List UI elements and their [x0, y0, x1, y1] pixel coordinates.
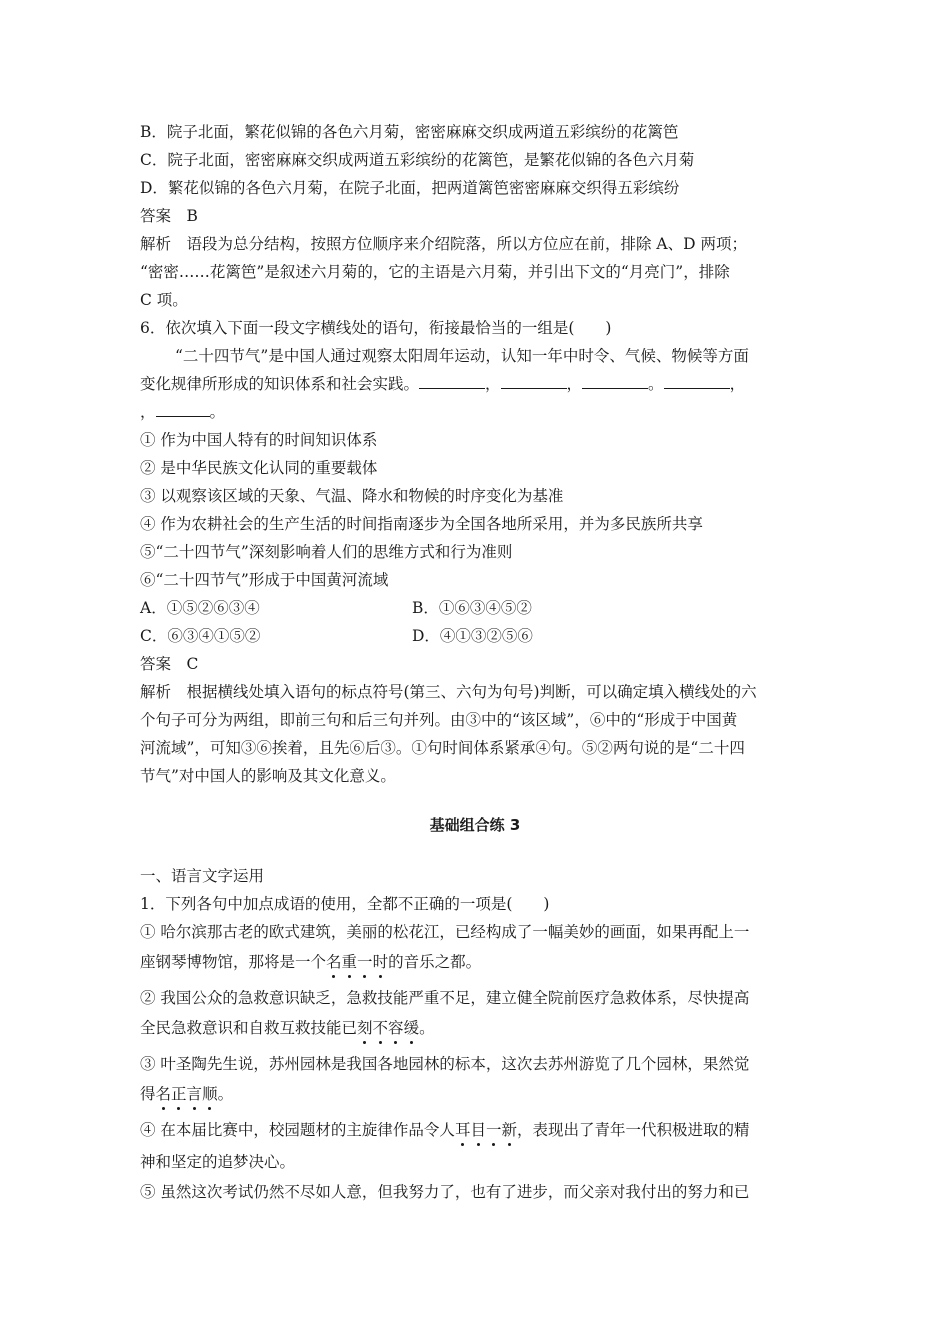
dotted-char: 耳 [454, 1121, 471, 1139]
dotted-idiom [455, 1121, 517, 1139]
explanation-line: 解析 语段为总分结构，按照方位顺序来介绍院落，所以方位应在前，排除 A、D 两项； [140, 235, 747, 253]
answer-line: 答案 B [140, 207, 198, 225]
choice-b: B．①⑥③④⑤② [412, 599, 532, 617]
dotted-char: 重 [341, 953, 358, 971]
passage-line-blanks [140, 374, 820, 394]
item-3-line: ③ 叶圣陶先生说，苏州园林是我国各地园林的标本，这次去苏州游览了几个园林，果然觉 [140, 1055, 750, 1073]
explanation-line: 解析 根据横线处填入语句的标点符号(第三、六句为句号)判断，可以确定填入横线处的六 [140, 683, 757, 701]
fill-blank [501, 374, 567, 389]
item-1-line: ① 哈尔滨那古老的欧式建筑，美丽的松花江，已经构成了一幅美妙的画面，如果再配上一 [140, 923, 750, 941]
dotted-char: 名 [155, 1085, 172, 1103]
option-b-line: B．院子北面，繁花似锦的各色六月菊，密密麻麻交织成两道五彩缤纷的花篱笆 [140, 123, 679, 141]
dotted-char: 言 [186, 1085, 203, 1103]
explanation-line: “密密……花篱笆”是叙述六月菊的，它的主语是六月菊，并引出下文的“月亮门”，排除 [140, 263, 730, 281]
explanation-line: 个句子可分为两组，即前三句和后三句并列。由③中的“该区域”，⑥中的“形成于中国黄 [140, 711, 738, 729]
dotted-idiom [326, 953, 388, 971]
sentence-option-3: ③ 以观察该区域的天象、气温、降水和物候的时序变化为基准 [140, 487, 564, 505]
answer-line: 答案 C [140, 655, 199, 673]
item-text: 。 [419, 1019, 435, 1037]
fill-blank [582, 374, 648, 389]
choice-d: D．④①③②⑤⑥ [412, 627, 533, 645]
explanation-line: C 项。 [140, 291, 188, 309]
punctuation: ， [140, 403, 156, 421]
item-3-line [140, 1084, 820, 1104]
passage-line: “二十四节气”是中国人通过观察太阳周年运动，认知一年中时令、气候、物候等方面 [175, 347, 749, 365]
item-text: 。 [217, 1085, 234, 1103]
sentence-option-6: ⑥“二十四节气”形成于中国黄河流域 [140, 571, 389, 589]
option-c-line: C．院子北面，密密麻麻交织成两道五彩缤纷的花篱笆，是繁花似锦的各色六月菊 [140, 151, 695, 169]
dotted-char: 目 [470, 1121, 486, 1139]
item-4-line: 神和坚定的追梦决心。 [140, 1153, 296, 1171]
dotted-char: 名 [326, 953, 342, 971]
dotted-char: 时 [372, 953, 389, 971]
sentence-option-2: ② 是中华民族文化认同的重要载体 [140, 459, 378, 477]
dotted-idiom [357, 1019, 419, 1037]
explanation-line: 河流域”，可知③⑥挨着，且先⑥后③。①句时间体系紧承④句。⑤②两句说的是“二十四 [140, 739, 745, 757]
dotted-char: 刻 [357, 1019, 373, 1037]
punctuation: 。 [209, 403, 226, 421]
item-2-line [140, 1018, 820, 1038]
item-2-line: ② 我国公众的急救意识缺乏，急救技能严重不足，建立健全院前医疗急救体系，尽快提高 [140, 989, 750, 1007]
punctuation: ， [485, 375, 501, 393]
fill-blank [156, 402, 210, 417]
dotted-char: 容 [388, 1019, 404, 1037]
fill-blank [419, 374, 485, 389]
section-title: 基础组合练 3 [429, 816, 521, 834]
passage-text: 变化规律所形成的知识体系和社会实践。 [140, 375, 420, 393]
dotted-char: 一 [357, 953, 373, 971]
punctuation: 。 [648, 375, 664, 393]
item-text: 全民急救意识和自救互救技能已 [140, 1019, 358, 1037]
question-1-stem: 1．下列各句中加点成语的使用，全都不正确的一项是( ) [140, 895, 550, 913]
item-text: ④ 在本届比赛中，校园题材的主旋律作品令人 [140, 1121, 455, 1139]
option-d-line: D．繁花似锦的各色六月菊，在院子北面，把两道篱笆密密麻麻交织得五彩缤纷 [140, 179, 680, 197]
choice-a: A．①⑤②⑥③④ [140, 599, 260, 617]
dotted-char: 正 [171, 1085, 187, 1103]
question-6-stem: 6．依次填入下面一段文字横线处的语句，衔接最恰当的一组是( ) [140, 319, 612, 337]
sentence-option-1: ① 作为中国人特有的时间知识体系 [140, 431, 378, 449]
dotted-char: 不 [372, 1019, 389, 1037]
choice-c: C．⑥③④①⑤② [140, 627, 261, 645]
sentence-option-4: ④ 作为农耕社会的生产生活的时间指南逐步为全国各地所采用，并为多民族所共享 [140, 515, 703, 533]
item-text: 的音乐之都。 [388, 953, 482, 971]
punctuation: ， [566, 375, 583, 393]
dotted-char: 新 [501, 1121, 517, 1139]
passage-line-blanks [140, 402, 820, 422]
item-text: 座钢琴博物馆，那将是一个 [140, 953, 327, 971]
fill-blank [664, 374, 730, 389]
item-4-line [140, 1120, 820, 1140]
item-text: ，表现出了青年一代积极进取的精 [517, 1121, 750, 1139]
section-heading: 一、语言文字运用 [140, 867, 265, 885]
explanation-line: 节气”对中国人的影响及其文化意义。 [140, 767, 396, 785]
item-text: 得 [140, 1085, 156, 1103]
dotted-idiom [156, 1085, 218, 1103]
dotted-char: 一 [485, 1121, 502, 1139]
dotted-char: 缓 [403, 1019, 420, 1037]
item-1-line [140, 952, 820, 972]
sentence-option-5: ⑤“二十四节气”深刻影响着人们的思维方式和行为准则 [140, 543, 513, 561]
item-5-line: ⑤ 虽然这次考试仍然不尽如人意，但我努力了，也有了进步，而父亲对我付出的努力和已 [140, 1183, 750, 1201]
dotted-char: 顺 [202, 1085, 218, 1103]
punctuation: ， [729, 375, 746, 393]
